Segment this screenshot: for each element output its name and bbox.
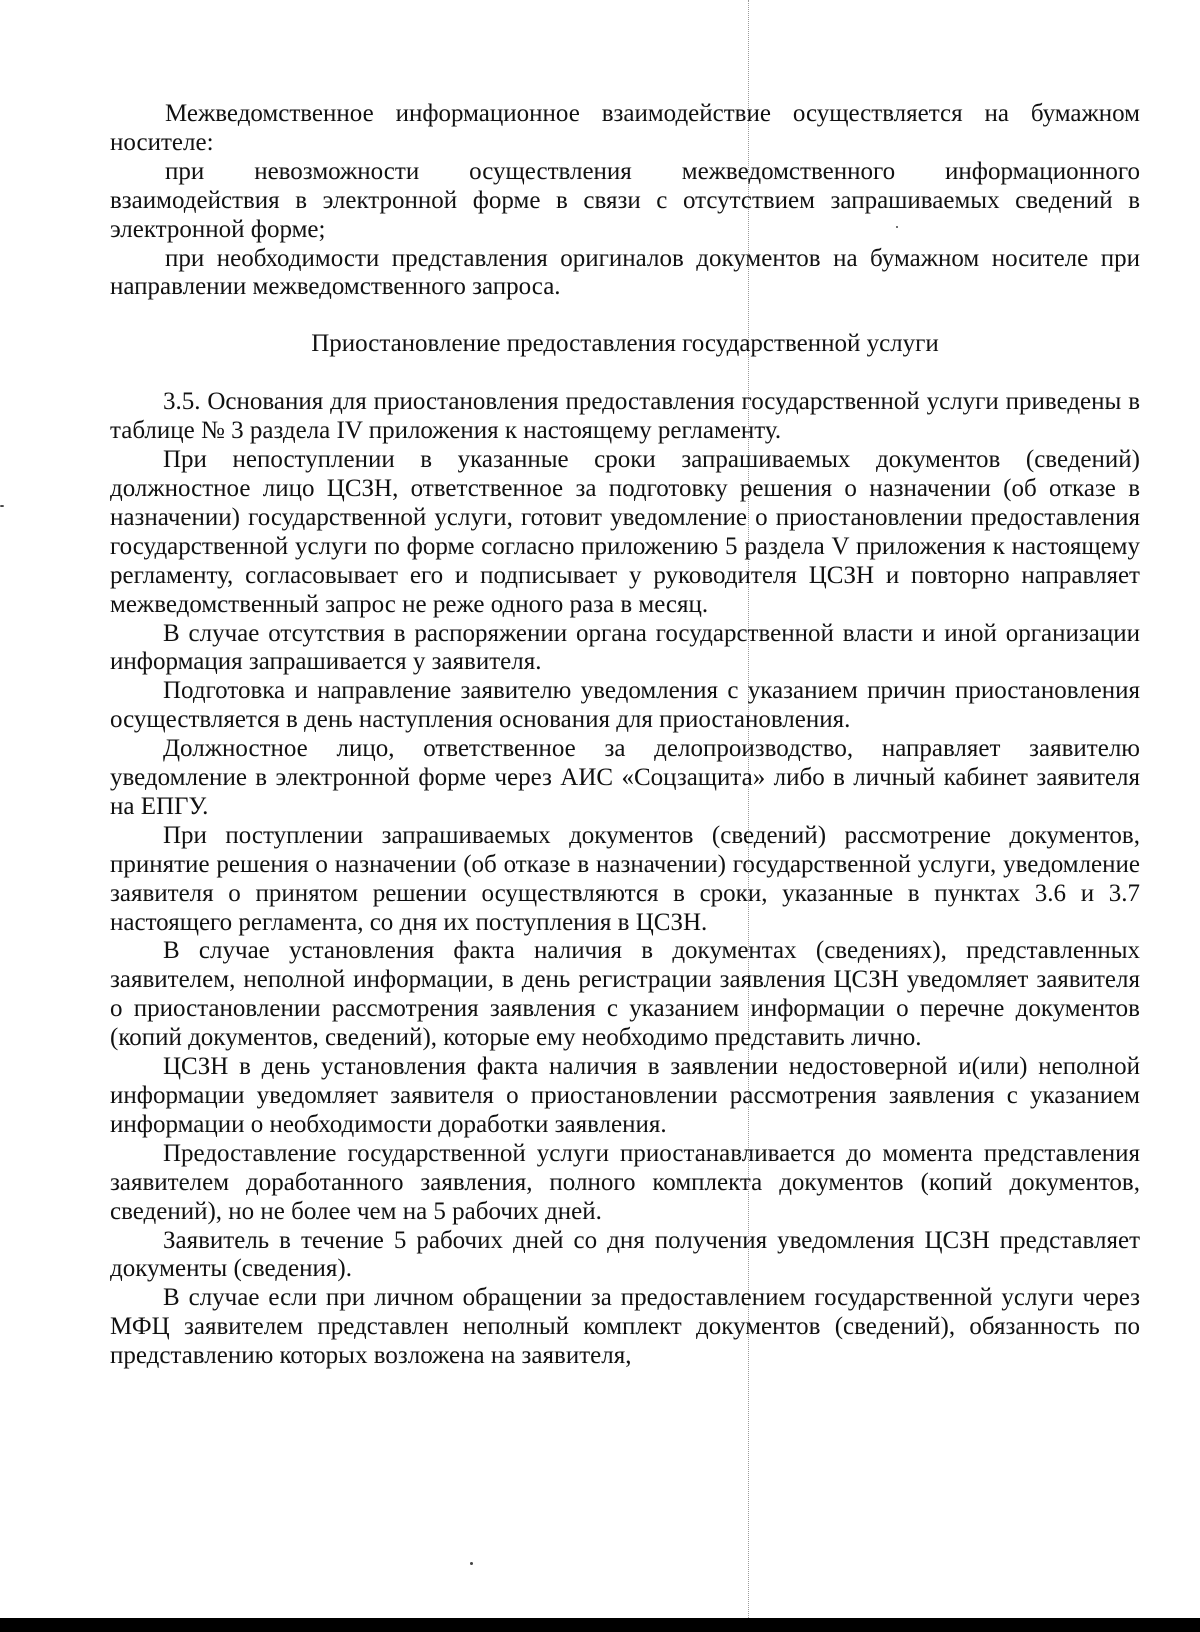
scan-speck xyxy=(896,226,898,228)
scan-speck xyxy=(0,505,4,507)
document-body xyxy=(110,100,1140,1371)
paragraph-incomplete-info: В случае установления факта наличия в документах (сведениях), представленных заявителем, неполной информации, в день регистрации заявления ЦСЗН уведомляет заявителя о приостановлении рассмотрения заявления с указанием информации о перечне документов (копий документов, сведений), которые ему необходимо представить лично. xyxy=(110,937,1140,1052)
scan-speck xyxy=(470,1562,473,1565)
paragraph-3-5-grounds: 3.5. Основания для приостановления предоставления государственной услуги приведены в таблице № 3 раздела IV приложения к настоящему регламенту. xyxy=(110,388,1140,445)
paragraph-electronic-notice: Должностное лицо, ответственное за делопроизводство, направляет заявителю уведомление в электронной форме через АИС «Соцзащита» либо в личный кабинет заявителя на ЕПГУ. xyxy=(110,735,1140,820)
intro-paragraph-electronic-unavailable: при невозможности осуществления межведомственного информационного взаимодействия в электронной форме в связи с отсутствием запрашиваемых сведений в электронной форме; xyxy=(110,157,1140,243)
intro-paragraph-originals-required: при необходимости представления оригиналов документов на бумажном носителе при направлении межведомственного запроса. xyxy=(110,244,1140,301)
scan-bottom-edge xyxy=(0,1618,1200,1632)
paragraph-unreliable-info: ЦСЗН в день установления факта наличия в заявлении недостоверной и(или) неполной информации уведомляет заявителя о приостановлении рассмотрения заявления с указанием информации о необходимости доработки заявления. xyxy=(110,1053,1140,1138)
paragraph-mfc-incomplete: В случае если при личном обращении за предоставлением государственной услуги через МФЦ заявителем представлен неполный комплект документов (сведений), обязанность по представлению которых возложена на заявителя, xyxy=(110,1284,1140,1370)
paragraph-absence-of-info: В случае отсутствия в распоряжении органа государственной власти и иной организации информация запрашивается у заявителя. xyxy=(110,619,1140,676)
paragraph-suspension-term: Предоставление государственной услуги приостанавливается до момента представления заявителем доработанного заявления, полного комплекта документов (копий документов, сведений), но не более чем на 5 рабочих дней. xyxy=(110,1139,1140,1225)
paragraph-non-receipt: При непоступлении в указанные сроки запрашиваемых документов (сведений) должностное лицо ЦСЗН, ответственное за подготовку решения о назначении (об отказе в назначении) государственной услуги, готовит уведомление о приостановлении предоставления государственной услуги по форме согласно приложению 5 раздела V приложения к настоящему регламенту, согласовывает его и подписывает у руководителя ЦСЗН и повторно направляет межведомственный запрос не реже одного раза в месяц. xyxy=(110,446,1140,618)
intro-paragraph-paper-medium: Межведомственное информационное взаимодействие осуществляется на бумажном носителе: xyxy=(110,100,1140,156)
paragraph-applicant-deadline: Заявитель в течение 5 рабочих дней со дня получения уведомления ЦСЗН представляет документы (сведения). xyxy=(110,1226,1140,1283)
paragraph-upon-receipt: При поступлении запрашиваемых документов (сведений) рассмотрение документов, принятие решения о назначении (об отказе в назначении) государственной услуги, уведомление заявителя о принятом решении осуществляются в сроки, указанные в пунктах 3.6 и 3.7 настоящего регламента, со дня их поступления в ЦСЗН. xyxy=(110,821,1140,936)
paragraph-notification-prep: Подготовка и направление заявителю уведомления с указанием причин приостановления осуществляется в день наступления основания для приостановления. xyxy=(110,677,1140,734)
section-heading: Приостановление предоставления государственной услуги xyxy=(311,330,939,358)
